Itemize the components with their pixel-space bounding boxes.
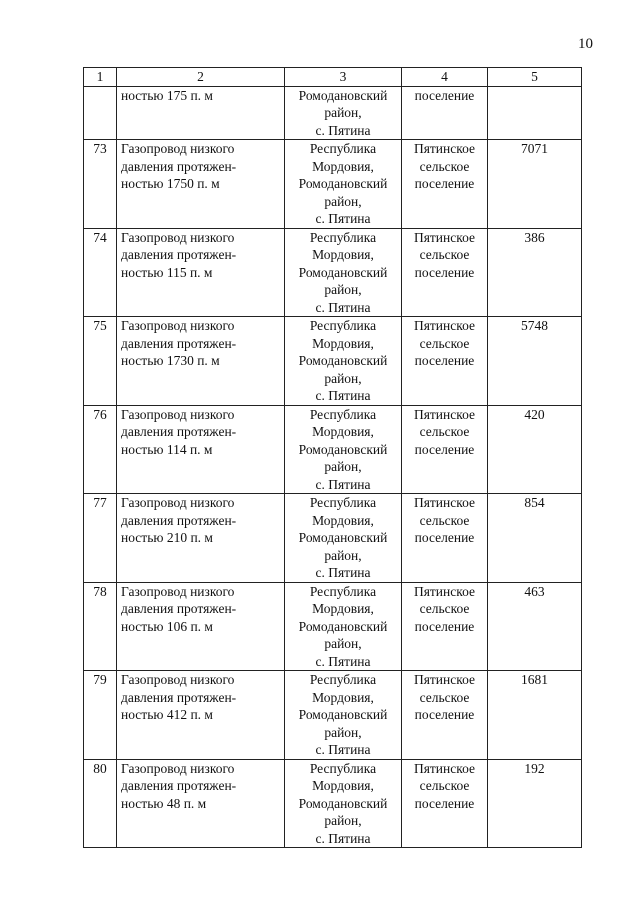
address-line: Мордовия, bbox=[312, 689, 374, 705]
object-name-line: ностью 114 п. м bbox=[121, 441, 213, 457]
settlement-line: сельское bbox=[419, 778, 470, 793]
table-row bbox=[84, 759, 582, 848]
header-col-5: 5 bbox=[488, 68, 582, 87]
address-cell bbox=[285, 494, 402, 583]
address-line: Республика bbox=[309, 672, 377, 687]
address-cell bbox=[285, 228, 402, 317]
settlement-line: Пятинское bbox=[413, 318, 476, 333]
cont-object-line: ностью 175 п. м bbox=[121, 87, 213, 103]
object-name-line: давления протяжен- bbox=[121, 158, 237, 174]
object-name-line: ностью 106 п. м bbox=[121, 618, 213, 634]
property-table bbox=[83, 67, 582, 848]
object-name-line: Газопровод низкого bbox=[121, 760, 235, 776]
address-line: Мордовия, bbox=[312, 512, 374, 528]
address-line: Мордовия, bbox=[312, 778, 374, 793]
address-line: с. Пятина bbox=[315, 388, 371, 403]
row-number-cell: 80 bbox=[84, 759, 117, 848]
settlement-line: сельское bbox=[419, 689, 470, 705]
object-name-line: Газопровод низкого bbox=[121, 141, 235, 156]
address-line: Мордовия, bbox=[312, 335, 374, 351]
address-line: район, bbox=[324, 724, 362, 740]
settlement-line: поселение bbox=[414, 353, 475, 368]
address-line: с. Пятина bbox=[315, 653, 371, 669]
address-line: Республика bbox=[309, 583, 377, 599]
address-cell bbox=[285, 317, 402, 406]
settlement-cell bbox=[402, 228, 488, 317]
settlement-line: Пятинское bbox=[413, 583, 476, 599]
value-cell: 7071 bbox=[488, 140, 582, 229]
address-line: Мордовия, bbox=[312, 424, 374, 439]
settlement-cell bbox=[402, 671, 488, 760]
object-name-line: ностью 115 п. м bbox=[121, 264, 213, 280]
address-line: Ромодановский bbox=[298, 441, 388, 457]
object-name-line: Газопровод низкого bbox=[121, 583, 235, 599]
address-line: Ромодановский bbox=[298, 618, 388, 634]
object-name-cell bbox=[117, 228, 285, 317]
row-number-cell: 74 bbox=[84, 228, 117, 317]
row-number-cell: 78 bbox=[84, 582, 117, 671]
object-name-line: ностью 412 п. м bbox=[121, 707, 213, 722]
object-name-line: Газопровод низкого bbox=[121, 495, 235, 510]
table-row bbox=[84, 671, 582, 760]
cont-address-line: с. Пятина bbox=[315, 122, 371, 138]
object-name-line: давления протяжен- bbox=[121, 335, 237, 351]
settlement-line: сельское bbox=[419, 335, 470, 351]
address-line: с. Пятина bbox=[315, 299, 371, 315]
settlement-line: сельское bbox=[419, 424, 470, 439]
value-cell: 5748 bbox=[488, 317, 582, 406]
cont-value-cell bbox=[488, 86, 582, 140]
address-line: район, bbox=[324, 370, 362, 386]
settlement-cell bbox=[402, 494, 488, 583]
header-col-3: 3 bbox=[285, 68, 402, 87]
address-line: Республика bbox=[309, 406, 377, 422]
table-row bbox=[84, 317, 582, 406]
address-line: район, bbox=[324, 636, 362, 651]
settlement-line: поселение bbox=[414, 264, 475, 280]
object-name-line: ностью 48 п. м bbox=[121, 795, 207, 811]
address-line: с. Пятина bbox=[315, 565, 371, 580]
object-name-line: Газопровод низкого bbox=[121, 229, 235, 245]
value-cell: 463 bbox=[488, 582, 582, 671]
settlement-cell bbox=[402, 317, 488, 406]
address-line: Республика bbox=[309, 141, 377, 156]
settlement-line: Пятинское bbox=[413, 495, 476, 510]
page-number: 10 bbox=[578, 36, 593, 52]
settlement-line: Пятинское bbox=[413, 229, 476, 245]
value-cell: 192 bbox=[488, 759, 582, 848]
table-row bbox=[84, 405, 582, 494]
address-line: район, bbox=[324, 547, 362, 563]
value-cell: 386 bbox=[488, 228, 582, 317]
row-number-cell: 75 bbox=[84, 317, 117, 406]
object-name-cell bbox=[117, 317, 285, 406]
object-name-line: ностью 1750 п. м bbox=[121, 176, 220, 191]
settlement-line: поселение bbox=[414, 795, 475, 811]
address-line: Ромодановский bbox=[298, 353, 388, 368]
object-name-line: давления протяжен- bbox=[121, 424, 237, 439]
address-line: район, bbox=[324, 459, 362, 474]
address-line: район, bbox=[324, 282, 362, 297]
settlement-line: поселение bbox=[414, 441, 475, 457]
address-line: с. Пятина bbox=[315, 211, 371, 226]
address-line: Республика bbox=[309, 760, 377, 776]
settlement-line: поселение bbox=[414, 707, 475, 722]
row-number-cell: 77 bbox=[84, 494, 117, 583]
settlement-line: сельское bbox=[419, 158, 470, 174]
address-line: с. Пятина bbox=[315, 742, 371, 757]
address-line: Ромодановский bbox=[298, 530, 388, 545]
address-cell bbox=[285, 759, 402, 848]
value-cell: 854 bbox=[488, 494, 582, 583]
address-line: район, bbox=[324, 813, 362, 828]
object-name-line: Газопровод низкого bbox=[121, 406, 235, 422]
address-line: Республика bbox=[309, 229, 377, 245]
table-row bbox=[84, 582, 582, 671]
settlement-line: поселение bbox=[414, 530, 475, 545]
cont-address-line: Ромодановский bbox=[298, 87, 388, 103]
object-name-line: давления протяжен- bbox=[121, 689, 237, 705]
cont-address-line: район, bbox=[324, 105, 362, 120]
value-cell: 1681 bbox=[488, 671, 582, 760]
row-number-cell: 76 bbox=[84, 405, 117, 494]
settlement-line: поселение bbox=[414, 176, 475, 191]
address-line: Республика bbox=[309, 318, 377, 333]
object-name-cell bbox=[117, 759, 285, 848]
settlement-line: Пятинское bbox=[413, 672, 476, 687]
object-name-cell bbox=[117, 140, 285, 229]
object-name-line: давления протяжен- bbox=[121, 778, 237, 793]
settlement-line: сельское bbox=[419, 512, 470, 528]
address-line: Ромодановский bbox=[298, 264, 388, 280]
address-cell bbox=[285, 405, 402, 494]
address-cell bbox=[285, 582, 402, 671]
settlement-cell bbox=[402, 140, 488, 229]
object-name-line: давления протяжен- bbox=[121, 601, 237, 616]
address-cell bbox=[285, 140, 402, 229]
address-line: Мордовия, bbox=[312, 158, 374, 174]
settlement-line: поселение bbox=[414, 618, 475, 634]
address-line: Республика bbox=[309, 495, 377, 510]
address-line: Ромодановский bbox=[298, 795, 388, 811]
object-name-cell bbox=[117, 671, 285, 760]
object-name-cell bbox=[117, 582, 285, 671]
address-line: с. Пятина bbox=[315, 830, 371, 846]
settlement-line: сельское bbox=[419, 601, 470, 616]
address-line: с. Пятина bbox=[315, 476, 371, 492]
address-line: Мордовия, bbox=[312, 247, 374, 262]
settlement-cell bbox=[402, 759, 488, 848]
cont-num-cell bbox=[84, 86, 117, 140]
header-col-1: 1 bbox=[84, 68, 117, 87]
settlement-line: сельское bbox=[419, 247, 470, 262]
header-col-2: 2 bbox=[117, 68, 285, 87]
object-name-cell bbox=[117, 405, 285, 494]
row-number-cell: 73 bbox=[84, 140, 117, 229]
settlement-line: Пятинское bbox=[413, 141, 476, 156]
cont-address-cell bbox=[285, 86, 402, 140]
value-cell: 420 bbox=[488, 405, 582, 494]
address-line: Мордовия, bbox=[312, 601, 374, 616]
object-name-line: давления протяжен- bbox=[121, 512, 237, 528]
settlement-cell bbox=[402, 582, 488, 671]
row-number-cell: 79 bbox=[84, 671, 117, 760]
object-name-line: давления протяжен- bbox=[121, 247, 237, 262]
cont-settlement-line: поселение bbox=[414, 87, 475, 103]
object-name-line: Газопровод низкого bbox=[121, 672, 235, 687]
settlement-line: Пятинское bbox=[413, 406, 476, 422]
address-line: район, bbox=[324, 193, 362, 209]
address-line: Ромодановский bbox=[298, 176, 388, 191]
settlement-line: Пятинское bbox=[413, 760, 476, 776]
object-name-line: ностью 1730 п. м bbox=[121, 353, 220, 368]
table-header-row bbox=[84, 68, 582, 87]
table-row bbox=[84, 228, 582, 317]
object-name-cell bbox=[117, 494, 285, 583]
continuation-row bbox=[84, 86, 582, 140]
table-row bbox=[84, 494, 582, 583]
object-name-line: ностью 210 п. м bbox=[121, 530, 213, 545]
address-line: Ромодановский bbox=[298, 707, 388, 722]
table-row bbox=[84, 140, 582, 229]
cont-settlement-cell bbox=[402, 86, 488, 140]
object-name-line: Газопровод низкого bbox=[121, 318, 235, 333]
header-col-4: 4 bbox=[402, 68, 488, 87]
settlement-cell bbox=[402, 405, 488, 494]
cont-object-cell bbox=[117, 86, 285, 140]
address-cell bbox=[285, 671, 402, 760]
